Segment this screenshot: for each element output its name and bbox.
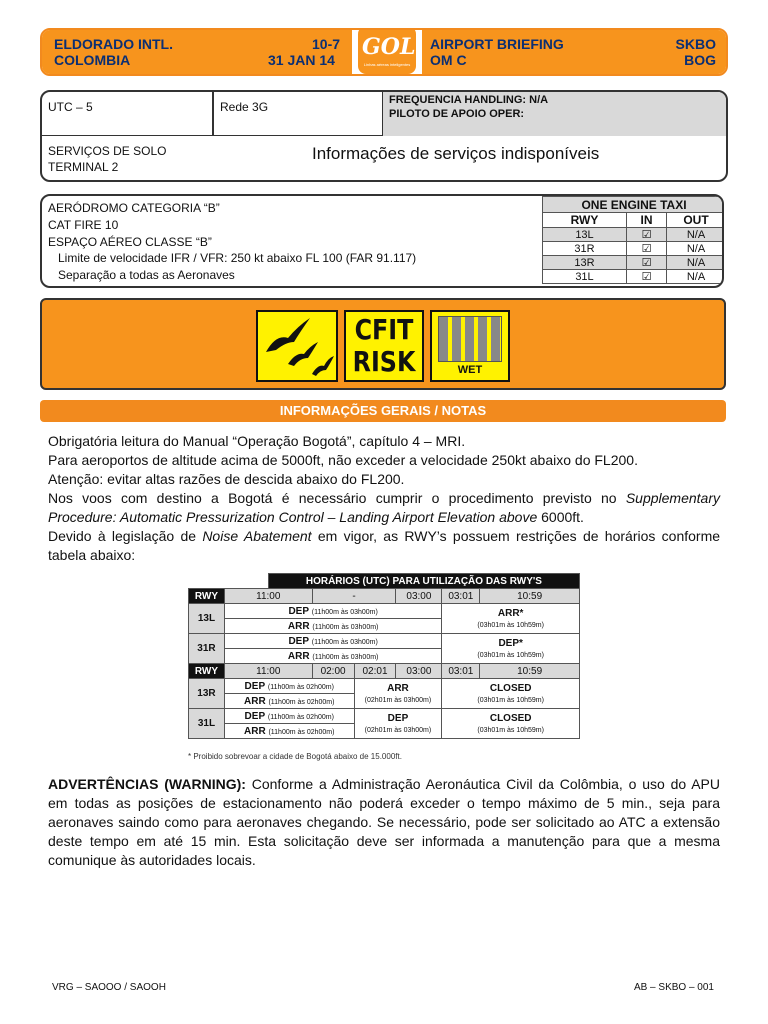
taxi-rwy: 31R: [543, 242, 627, 256]
arr-cell: [354, 679, 442, 709]
wet-stripes-icon: [438, 316, 502, 362]
warning-paragraph: [48, 775, 720, 870]
aerodrome-category: AERÓDROMO CATEGORIA “B”: [48, 201, 220, 215]
chart-date: 31 JAN 14: [268, 52, 335, 68]
birds-icon: [258, 312, 336, 380]
time-range: (03h01m às 10h59m): [477, 621, 544, 629]
table-row: [543, 228, 725, 242]
taxi-title: ONE ENGINE TAXI: [543, 197, 725, 213]
checkbox-icon: ☑: [627, 242, 667, 256]
arr-label: ARR: [244, 725, 266, 737]
time-cell: 11:00: [224, 589, 312, 604]
checkbox-icon: ☑: [627, 270, 667, 284]
warning-label: ADVERTÊNCIAS (WARNING):: [48, 776, 246, 792]
time-range: (11h00m às 02h00m): [267, 713, 334, 721]
briefing-subtitle: OM C: [430, 52, 467, 68]
footer-right: AB – SKBO – 001: [633, 982, 714, 993]
closed-cell: [442, 679, 580, 709]
taxi-rwy: 31L: [543, 270, 627, 284]
hazard-panel: [40, 298, 726, 390]
info-box: [40, 90, 728, 182]
time-range: (03h01m às 10h59m): [477, 651, 544, 659]
note-text: em vigor, as RWY’s possuem restrições de horários conforme tabela abaixo:: [48, 528, 721, 563]
time-cell: -: [312, 589, 396, 604]
section-title: INFORMAÇÕES GERAIS / NOTAS: [40, 400, 726, 422]
one-engine-taxi-table: [542, 196, 724, 284]
arr-cell: [224, 724, 354, 739]
note-manual: Obrigatória leitura do Manual “Operação Bogotá”, capítulo 4 – MRI.: [48, 433, 466, 449]
arr-cell: [224, 694, 354, 709]
taxi-rwy: 13R: [543, 256, 627, 270]
time-range: (11h00m às 02h00m): [268, 698, 335, 706]
support-pilot: PILOTO DE APOIO OPER:: [389, 108, 525, 120]
table-row: [543, 242, 725, 256]
table-row: [543, 256, 725, 270]
taxi-rwy: 13L: [543, 228, 627, 242]
note-pressurization: [48, 489, 720, 527]
time-range: (11h00m às 03h00m): [312, 653, 379, 661]
taxi-out: N/A: [667, 256, 725, 270]
dep-cell: [354, 709, 442, 739]
time-cell: 10:59: [480, 589, 580, 604]
freq-handling: FREQUENCIA HANDLING: N/A: [389, 94, 549, 106]
dep-label: DEP*: [498, 637, 523, 649]
time-range: (11h00m às 02h00m): [268, 728, 335, 736]
dep-cell: [224, 604, 441, 619]
dep-label: DEP: [288, 605, 310, 617]
rwy-13L: 13L: [189, 604, 225, 634]
time-cell: 03:01: [442, 664, 480, 679]
iata-code: BOG: [684, 52, 716, 68]
dep-label: DEP: [244, 710, 266, 722]
taxi-header-in: IN: [627, 213, 667, 228]
note-altitude: Para aeroportos de altitude acima de 5000ft, não exceder a velocidade 250kt abaixo do FL200.: [48, 452, 638, 468]
briefing-title: AIRPORT BRIEFING: [430, 36, 564, 52]
cat-fire: CAT FIRE 10: [48, 218, 119, 232]
cfit-risk-sign: [344, 310, 424, 382]
checkbox-icon: ☑: [627, 256, 667, 270]
header-right-panel: [422, 30, 726, 74]
rwy-label: RWY: [189, 589, 225, 604]
dep-label: DEP: [244, 680, 266, 692]
closed-label: CLOSED: [489, 682, 532, 694]
dep-cell: [224, 679, 354, 694]
rwy-31R: 31R: [189, 634, 225, 664]
unavailable-services-title: Informações de serviços indisponíveis: [312, 144, 600, 163]
spacer: [189, 574, 269, 589]
dep-label: DEP: [288, 635, 310, 647]
note-emphasis: Noise Abatement: [202, 528, 312, 544]
note-text: Devido à legislação de: [48, 528, 203, 544]
country: COLOMBIA: [54, 52, 131, 68]
airport-name: ELDORADO INTL.: [54, 36, 173, 52]
airspace-class: ESPAÇO AÉREO CLASSE “B”: [48, 235, 212, 249]
handling-panel: [382, 92, 726, 136]
wet-label: WET: [457, 364, 483, 376]
time-range: (11h00m às 03h00m): [311, 608, 378, 616]
time-range: (03h01m às 10h59m): [477, 696, 544, 704]
arr-label: ARR: [287, 650, 310, 662]
arr-label: ARR: [287, 620, 310, 632]
time-range: (02h01m às 03h00m): [364, 696, 432, 704]
arr-label: ARR: [387, 682, 409, 694]
taxi-out: N/A: [667, 228, 725, 242]
note-descent: Atenção: evitar altas razões de descida abaixo do FL200.: [48, 471, 405, 487]
time-range: (02h01m às 03h00m): [364, 726, 432, 734]
note-emphasis: Supplementary Procedure: Automatic Pressurization Control – Landing Airport Elevation above: [48, 490, 720, 525]
wet-runway-sign: [430, 310, 510, 382]
runway-schedule-table: [188, 573, 580, 739]
note-noise-abatement: [48, 527, 720, 565]
table-row: [543, 270, 725, 284]
ground-services: SERVIÇOS DE SOLO: [48, 144, 167, 158]
schedule-title: HORÁRIOS (UTC) PARA UTILIZAÇÃO DAS RWY'S: [268, 574, 579, 589]
gol-logo: [358, 28, 416, 74]
time-range: (11h00m às 02h00m): [267, 683, 334, 691]
rwy-13R: 13R: [189, 679, 225, 709]
closed-label: CLOSED: [489, 712, 532, 724]
bird-hazard-icon: [256, 310, 338, 382]
note-text: Nos voos com destino a Bogotá é necessário cumprir o procedimento previsto no: [48, 490, 626, 506]
time-cell: 10:59: [480, 664, 580, 679]
cfit-label: CFIT: [354, 313, 414, 346]
arr-label: ARR*: [497, 607, 524, 619]
rwy-31L: 31L: [189, 709, 225, 739]
divider: [212, 92, 214, 136]
info-top-row: [42, 92, 726, 136]
checkbox-icon: ☑: [627, 228, 667, 242]
taxi-header-rwy: RWY: [543, 213, 627, 228]
logo-text: GOL: [362, 34, 416, 60]
warning-text: Conforme a Administração Aeronáutica Civil da Colômbia, o uso do APU em todas as posições de estacionamento não poderá exceder o tempo máximo de 5 min., seja para aeronaves saindo como para aeronaves chegando. Se necessário, pode ser solicitado ao ATC a extensão deste tempo em até 15 min. Esta solicitação deve ser informada a manutenção para que a mesma comunique às autoridades locais.: [48, 776, 720, 868]
arr-cell: [224, 619, 441, 634]
utc-offset: UTC – 5: [48, 100, 93, 114]
dep-label: DEP: [387, 712, 409, 724]
taxi-out: N/A: [667, 270, 725, 284]
schedule-footnote: * Proibido sobrevoar a cidade de Bogotá abaixo de 15.000ft.: [188, 752, 402, 761]
logo-tagline: Linhas aéreas inteligentes: [363, 62, 411, 67]
rwy-label: RWY: [189, 664, 225, 679]
footer-left: VRG – SAOOO / SAOOH: [52, 982, 166, 993]
airport-info-box: [40, 194, 724, 288]
time-cell: 03:00: [396, 589, 442, 604]
logo-container: [352, 30, 422, 74]
time-cell: 03:00: [396, 664, 442, 679]
time-range: (11h00m às 03h00m): [311, 638, 378, 646]
time-range: (11h00m às 03h00m): [312, 623, 379, 631]
arr-cell: [224, 649, 441, 664]
time-cell: 02:01: [354, 664, 396, 679]
arr-label: ARR: [244, 695, 266, 707]
page-code: 10-7: [312, 36, 341, 52]
time-cell: 11:00: [224, 664, 312, 679]
taxi-header-out: OUT: [667, 213, 725, 228]
header-left-panel: [42, 30, 352, 74]
separation: Separação a todas as Aeronaves: [58, 268, 235, 282]
header-bar: [40, 28, 728, 76]
closed-cell: [442, 709, 580, 739]
note-text: 6000ft.: [537, 509, 584, 525]
dep-cell: [224, 634, 441, 649]
dep-cell: [224, 709, 354, 724]
dep-star-cell: [442, 634, 580, 664]
icao-code: SKBO: [675, 36, 716, 52]
network-info: Rede 3G: [220, 100, 269, 114]
risk-label: RISK: [352, 345, 416, 378]
speed-limit: Limite de velocidade IFR / VFR: 250 kt abaixo FL 100 (FAR 91.117): [58, 251, 417, 265]
time-cell: 02:00: [312, 664, 354, 679]
terminal: TERMINAL 2: [48, 160, 119, 174]
time-range: (03h01m às 10h59m): [477, 726, 544, 734]
time-cell: 03:01: [442, 589, 480, 604]
arr-star-cell: [442, 604, 580, 634]
taxi-out: N/A: [667, 242, 725, 256]
